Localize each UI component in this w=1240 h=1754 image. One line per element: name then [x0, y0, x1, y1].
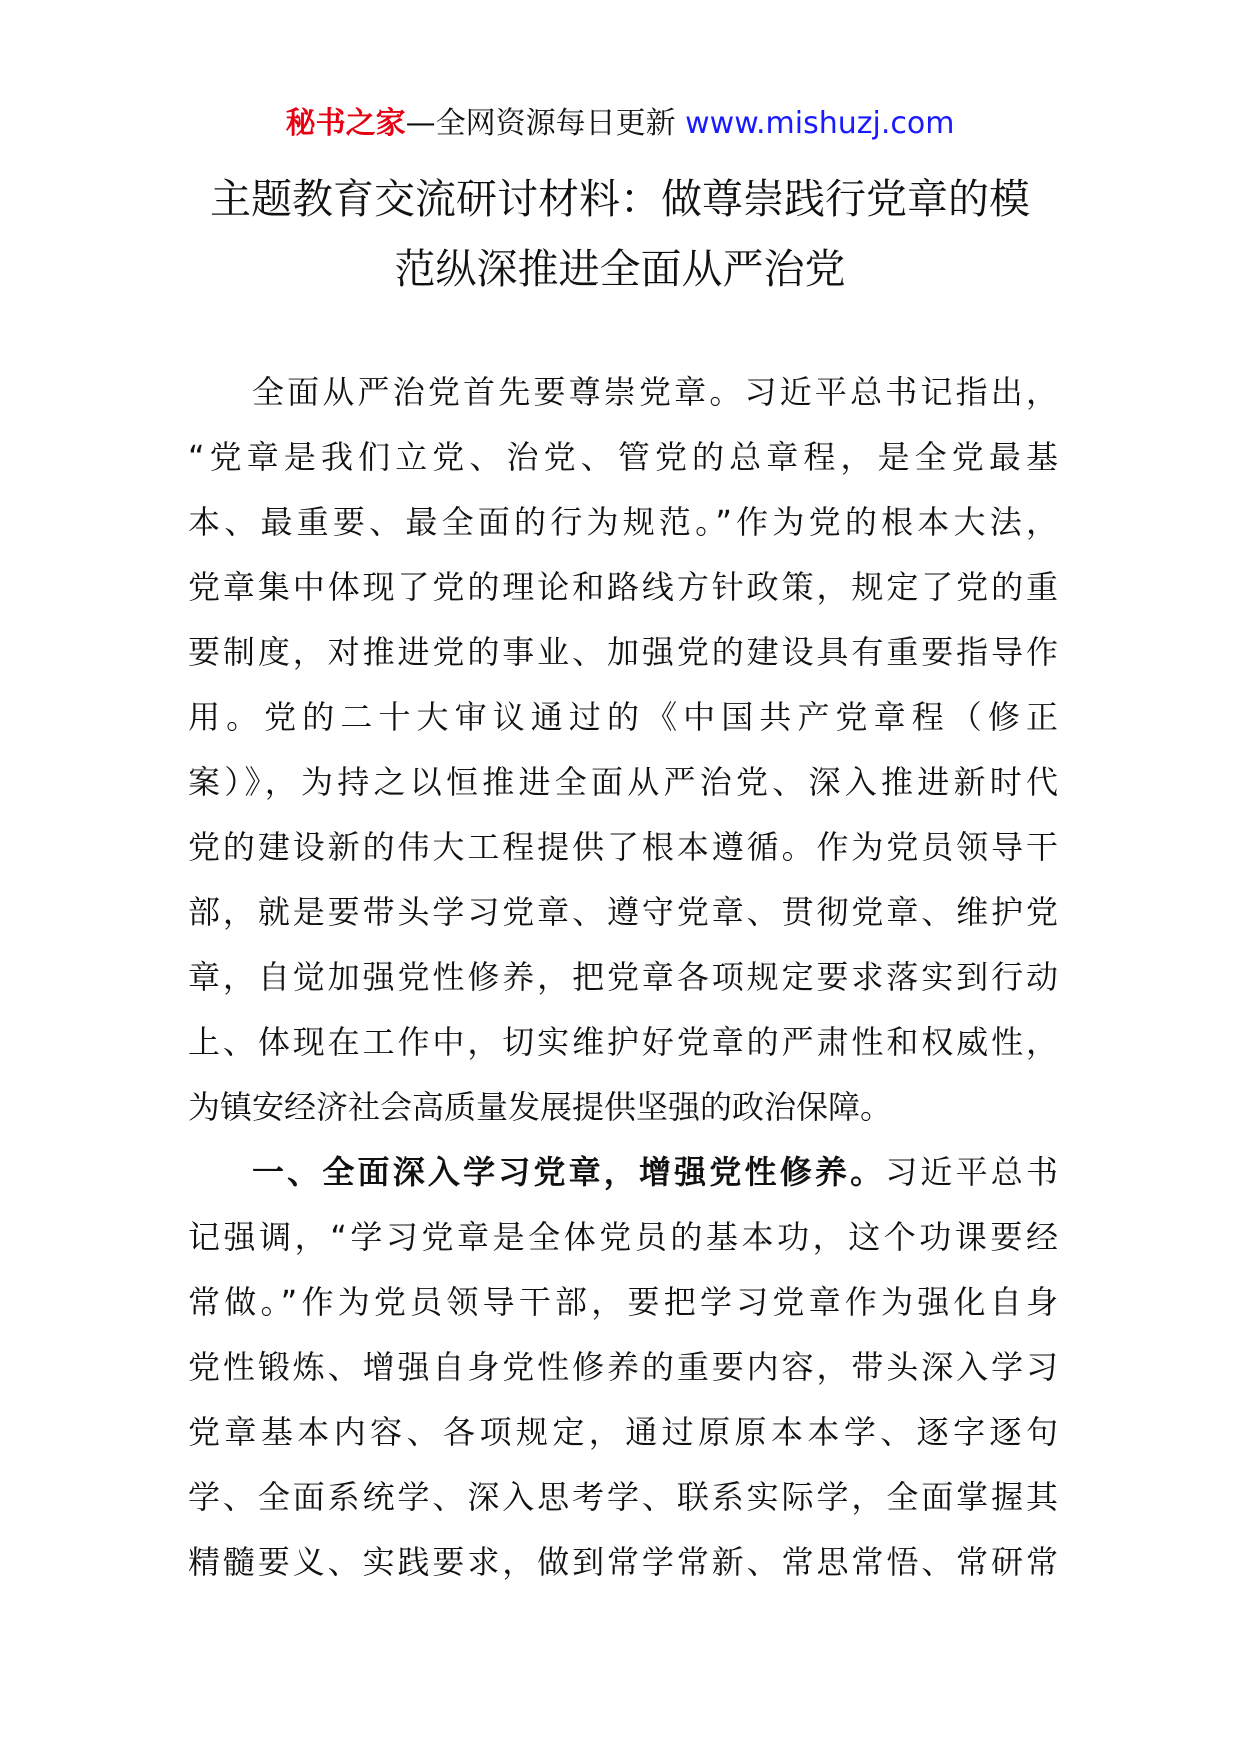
text-line: 为镇安经济社会高质量发展提供坚强的政治保障。	[188, 1088, 893, 1126]
section-1-first-line-rest: 习近平总书	[885, 1153, 1058, 1191]
document-body	[188, 360, 1058, 1595]
document-title	[150, 164, 1090, 304]
text-line: 本、最重要、最全面的行为规范。”作为党的根本大法，	[188, 503, 1058, 541]
text-line: 案）》，为持之以恒推进全面从严治党、深入推进新时代	[188, 763, 1058, 801]
section-1-first-line	[188, 1140, 1058, 1205]
paragraph-intro	[188, 360, 1058, 1140]
title-line-2: 范纵深推进全面从严治党	[394, 245, 846, 293]
text-line: 党的建设新的伟大工程提供了根本遵循。作为党员领导干	[188, 828, 1058, 866]
title-line-1: 主题教育交流研讨材料：做尊崇践行党章的模	[210, 175, 1030, 223]
text-line: 上、体现在工作中，切实维护好党章的严肃性和权威性，	[188, 1023, 1058, 1061]
brand-name: 秘书之家	[285, 106, 406, 141]
text-line: 精髓要义、实践要求，做到常学常新、常思常悟、常研常	[188, 1543, 1058, 1581]
site-url-link[interactable]: www.mishuzj.com	[685, 106, 955, 141]
section-1-heading: 一、全面深入学习党章，增强党性修养。	[252, 1153, 886, 1191]
text-line: 党章集中体现了党的理论和路线方针政策，规定了党的重	[188, 568, 1058, 606]
text-line: 要制度，对推进党的事业、加强党的建设具有重要指导作	[188, 633, 1058, 671]
text-line: 常做。”作为党员领导干部，要把学习党章作为强化自身	[188, 1283, 1058, 1321]
header-tagline: —全网资源每日更新	[405, 106, 686, 141]
text-line: 全面从严治党首先要尊崇党章。习近平总书记指出，	[252, 373, 1058, 411]
section-1	[188, 1140, 1058, 1595]
text-line: 用。党的二十大审议通过的《中国共产党章程（修正	[188, 698, 1058, 736]
text-line: 党性锻炼、增强自身党性修养的重要内容，带头深入学习	[188, 1348, 1058, 1386]
text-line: “党章是我们立党、治党、管党的总章程，是全党最基	[188, 438, 1058, 476]
text-line: 记强调，“学习党章是全体党员的基本功，这个功课要经	[188, 1218, 1058, 1256]
text-line: 章，自觉加强党性修养，把党章各项规定要求落实到行动	[188, 958, 1058, 996]
text-line: 部，就是要带头学习党章、遵守党章、贯彻党章、维护党	[188, 893, 1058, 931]
text-line: 学、全面系统学、深入思考学、联系实际学，全面掌握其	[188, 1478, 1058, 1516]
site-header-banner	[0, 104, 1240, 144]
text-line: 党章基本内容、各项规定，通过原原本本学、逐字逐句	[188, 1413, 1058, 1451]
